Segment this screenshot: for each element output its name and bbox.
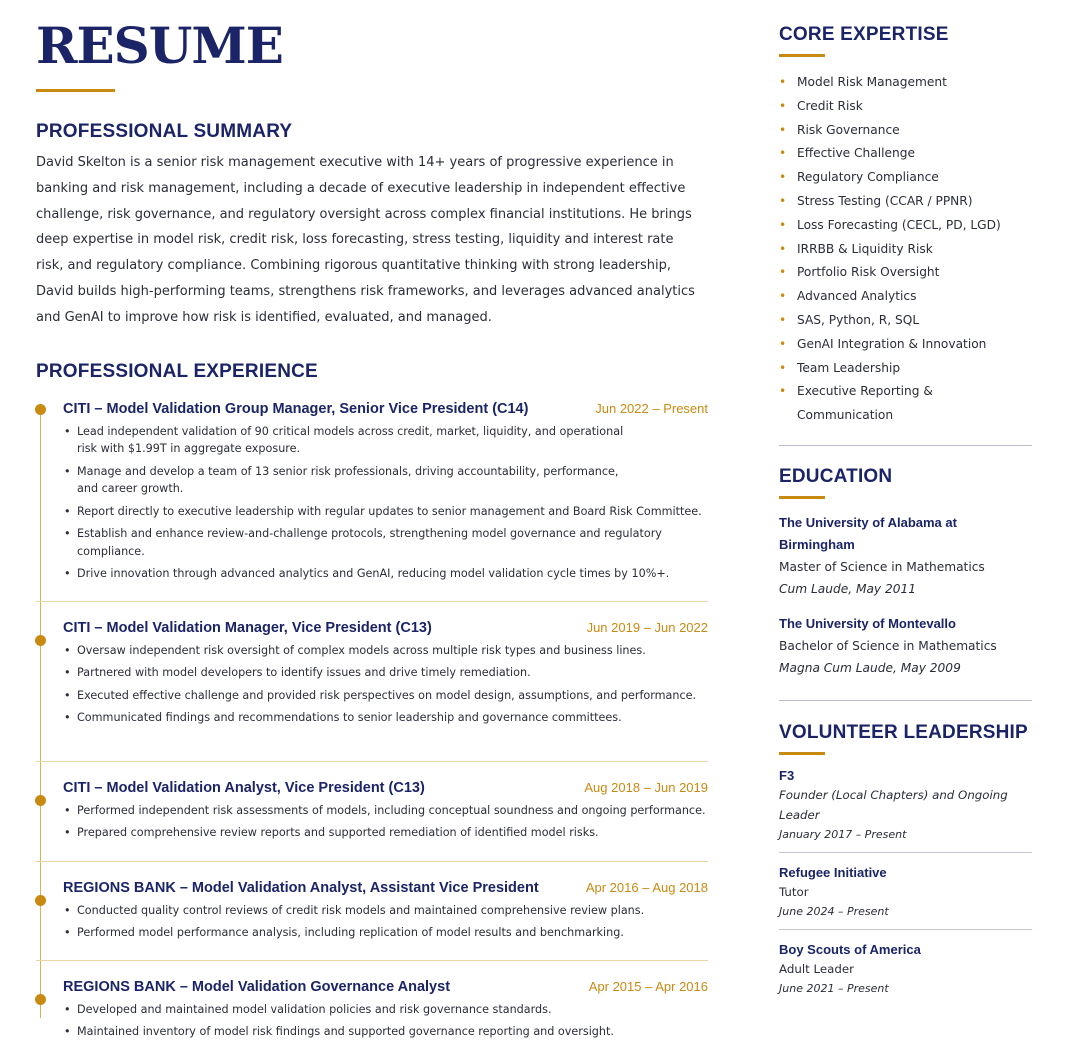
volunteer-org: Boy Scouts of America: [779, 941, 921, 957]
education-honor: Magna Cum Laude, May 2009: [779, 660, 961, 675]
volunteer-heading: VOLUNTEER LEADERSHIP: [779, 721, 1028, 743]
job-dates: Jun 2019 – Jun 2022: [586, 619, 708, 635]
expertise-item: • Portfolio Risk Oversight: [779, 261, 1032, 285]
expertise-list: [779, 71, 1032, 428]
summary-heading: PROFESSIONAL SUMMARY: [36, 121, 293, 142]
education-honor: Cum Laude, May 2011: [779, 581, 917, 596]
job-bullet: • Drive innovation through advanced analytics and GenAI, reducing model validation cycle times by 10%+.: [63, 565, 708, 583]
timeline-dot: [35, 994, 46, 1005]
page-title: RESUME: [36, 16, 283, 75]
job-header: [63, 614, 708, 642]
expertise-item: • Team Leadership: [779, 357, 1032, 381]
volunteer-entry: [779, 755, 1032, 853]
main-column: [36, 18, 708, 1048]
job-bullet: • Performed model performance analysis, including replication of model results and benchmarking.: [63, 924, 708, 942]
job-bullet: • Oversaw independent risk oversight of complex models across multiple risk types and business lines.: [63, 642, 708, 660]
job-bullet: • Manage and develop a team of 13 senior risk professionals, driving accountability, performance, and career growth.: [63, 463, 637, 498]
experience-heading: PROFESSIONAL EXPERIENCE: [36, 360, 318, 382]
expertise-item: • Risk Governance: [779, 119, 1032, 143]
job-header: [63, 774, 708, 802]
volunteer-entry: [779, 853, 1032, 930]
job-header: [63, 395, 708, 423]
expertise-item: • SAS, Python, R, SQL: [779, 309, 1032, 333]
education-school: The University of Alabama at Birmingham: [779, 514, 957, 552]
job-bullets: [63, 423, 708, 583]
volunteer-role: Founder (Local Chapters) and Ongoing Leader: [779, 787, 1008, 822]
experience-timeline: [36, 395, 708, 1048]
job-bullet: • Executed effective challenge and provided risk perspectives on model design, assumptions, and performance.: [63, 687, 708, 705]
job-entry: [36, 614, 708, 762]
job-bullets: [63, 1001, 708, 1041]
expertise-item: • IRRBB & Liquidity Risk: [779, 238, 1032, 262]
expertise-item: • GenAI Integration & Innovation: [779, 333, 1032, 357]
expertise-item: • Executive Reporting & Communication: [779, 380, 1032, 428]
job-bullet: • Lead independent validation of 90 critical models across credit, market, liquidity, and operational risk with $1.99T in aggregate exposure.: [63, 423, 637, 458]
expertise-item: • Effective Challenge: [779, 142, 1032, 166]
volunteer-dates: June 2021 – Present: [779, 981, 889, 995]
job-entry: [36, 874, 708, 961]
volunteer-org: F3: [779, 767, 795, 783]
job-bullets: [63, 642, 708, 727]
summary-text: David Skelton is a senior risk management executive with 14+ years of progressive experience in banking and risk management, including a decade of executive leadership in independent effective challenge, risk governance, and regulatory oversight across complex financial institutions. He brings deep expertise in model risk, credit risk, loss forecasting, stress testing, liquidity and interest rate risk, and regulatory compliance. Combining rigorous quantitative thinking with strong leadership, David builds high-performing teams, strengthens risk frameworks, and leverages advanced analytics and GenAI to improve how risk is identified, evaluated, and managed.: [36, 155, 695, 325]
expertise-item: • Regulatory Compliance: [779, 166, 1032, 190]
volunteer-entry: [779, 930, 1032, 1006]
expertise-heading: CORE EXPERTISE: [779, 24, 949, 45]
job-entry: [36, 395, 708, 602]
job-bullet: • Prepared comprehensive review reports and supported remediation of identified model risks.: [63, 824, 708, 842]
timeline-dot: [35, 635, 46, 646]
job-title: REGIONS BANK – Model Validation Governance Analyst: [63, 978, 451, 995]
expertise-item: • Advanced Analytics: [779, 285, 1032, 309]
education-entry: [779, 512, 1032, 600]
job-dates: Jun 2022 – Present: [595, 400, 708, 416]
sidebar-column: [779, 24, 1032, 1006]
job-bullets: [63, 902, 708, 942]
job-bullet: • Report directly to executive leadership with regular updates to senior management and Board Risk Committee.: [63, 503, 708, 521]
education-degree: Master of Science in Mathematics: [779, 559, 985, 574]
job-bullet: • Developed and maintained model validation policies and risk governance standards.: [63, 1001, 708, 1019]
education-entry: [779, 613, 1032, 679]
job-dates: Apr 2016 – Aug 2018: [585, 879, 708, 895]
volunteer-role: Adult Leader: [779, 961, 854, 976]
job-bullet: • Conducted quality control reviews of credit risk models and maintained comprehensive review plans.: [63, 902, 708, 920]
job-bullet: • Maintained inventory of model risk findings and supported governance reporting and oversight.: [63, 1023, 708, 1041]
job-header: [63, 973, 708, 1001]
expertise-item: • Credit Risk: [779, 95, 1032, 119]
timeline-dot: [35, 895, 46, 906]
job-entry: [36, 973, 708, 1048]
education-heading: EDUCATION: [779, 465, 893, 487]
heading-underline: [779, 496, 825, 499]
education-school: The University of Montevallo: [779, 615, 956, 631]
job-title: CITI – Model Validation Analyst, Vice President (C13): [63, 779, 425, 796]
volunteer-org: Refugee Initiative: [779, 864, 887, 880]
education-degree: Bachelor of Science in Mathematics: [779, 638, 997, 653]
timeline-dot: [35, 795, 46, 806]
volunteer-dates: January 2017 – Present: [779, 827, 907, 841]
expertise-item: • Loss Forecasting (CECL, PD, LGD): [779, 214, 1032, 238]
job-bullet: • Performed independent risk assessments of models, including conceptual soundness and ongoing performance.: [63, 802, 708, 820]
job-bullet: • Communicated findings and recommendations to senior leadership and governance committees.: [63, 709, 708, 727]
expertise-item: • Stress Testing (CCAR / PPNR): [779, 190, 1032, 214]
job-dates: Aug 2018 – Jun 2019: [584, 779, 708, 795]
job-dates: Apr 2015 – Apr 2016: [588, 978, 708, 994]
job-bullet: • Establish and enhance review-and-challenge protocols, strengthening model governance and regulatory compliance.: [63, 525, 708, 560]
job-entry: [36, 774, 708, 862]
job-title: REGIONS BANK – Model Validation Analyst, Assistant Vice President: [63, 879, 539, 896]
volunteer-dates: June 2024 – Present: [779, 904, 889, 918]
job-title: CITI – Model Validation Manager, Vice President (C13): [63, 619, 432, 636]
expertise-item: • Model Risk Management: [779, 71, 1032, 95]
job-bullets: [63, 802, 708, 842]
section-divider: [779, 700, 1032, 701]
volunteer-role: Tutor: [779, 884, 809, 899]
job-bullet: • Partnered with model developers to identify issues and drive timely remediation.: [63, 664, 708, 682]
job-header: [63, 874, 708, 902]
heading-underline: [779, 54, 825, 57]
job-title: CITI – Model Validation Group Manager, Senior Vice President (C14): [63, 400, 529, 417]
title-underline: [36, 89, 115, 92]
section-divider: [779, 445, 1032, 446]
timeline-dot: [35, 404, 46, 415]
